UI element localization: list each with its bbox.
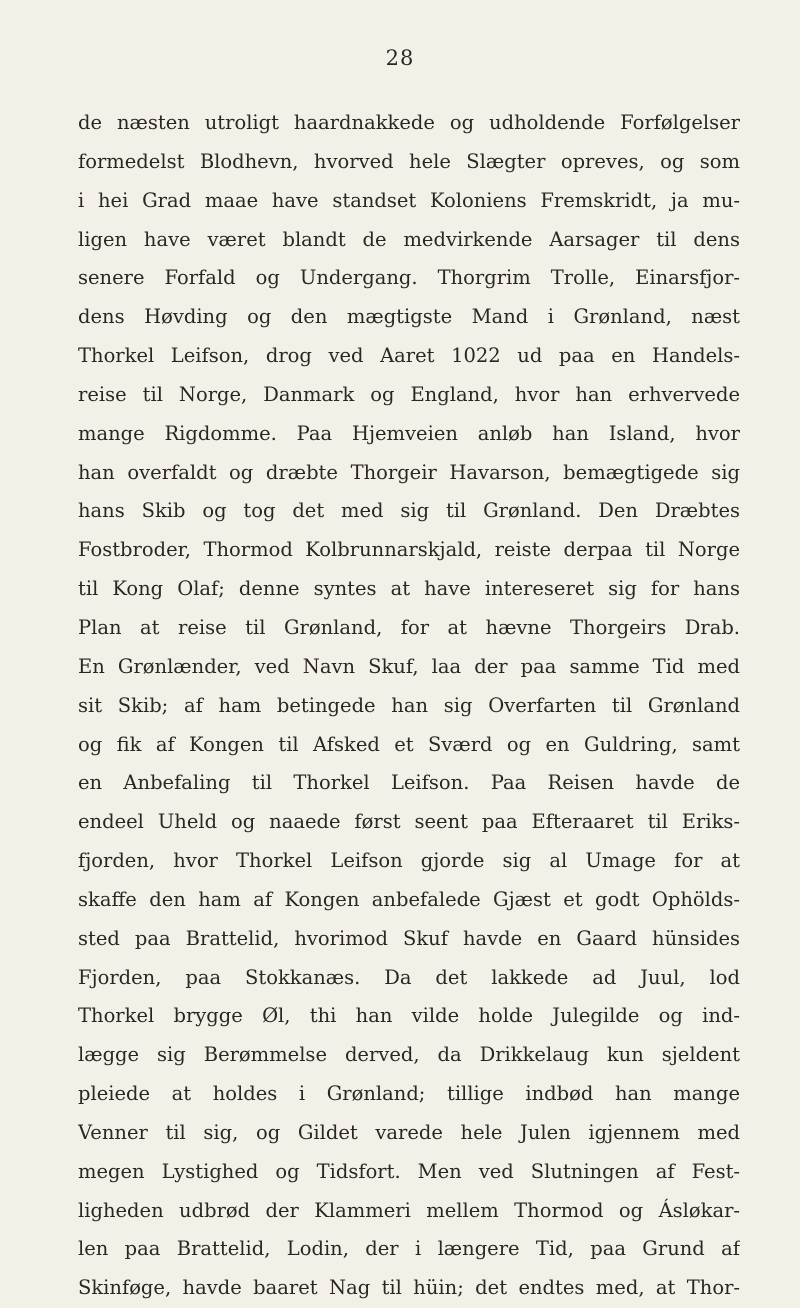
text-line: Skinføge, havde baaret Nag til hüin; det endtes med, at Thor- (78, 1276, 740, 1300)
text-line: pleiede at holdes i Grønland; tillige indbød han mange (78, 1082, 740, 1106)
page-number: 28 (385, 46, 415, 70)
text-line: ligheden udbrød der Klammeri mellem Thormod og Ásløkar- (78, 1198, 740, 1222)
text-line: de næsten utroligt haardnakkede og udholdende Forfølgelser (78, 111, 740, 134)
text-line: endeel Uheld og naaede først seent paa Efteraaret til Eriks- (78, 810, 740, 834)
text-line: skaffe den ham af Kongen anbefalede Gjæst et godt Ophölds- (78, 887, 740, 911)
text-line: Venner til sig, og Gildet varede hele Julen igjennem med (78, 1120, 740, 1144)
text-line: Fostbroder, Thormod Kolbrunnarskjald, reiste derpaa til Norge (78, 538, 740, 562)
text-line: Thorkel brygge Øl, thi han vilde holde Julegilde og ind- (78, 1004, 740, 1028)
text-line: sit Skib; af ham betingede han sig Overfarten til Grønland (78, 693, 740, 717)
text-line: til Kong Olaf; denne syntes at have intereseret sig for hans (78, 577, 740, 601)
body-text (78, 104, 740, 1308)
text-line: len paa Brattelid, Lodin, der i længere Tid, paa Grund af (78, 1237, 740, 1261)
text-line: sted paa Brattelid, hvorimod Skuf havde en Gaard hünsides (78, 926, 740, 950)
text-line: reise til Norge, Danmark og England, hvor han erhvervede (78, 382, 740, 406)
text-line: formedelst Blodhevn, hvorved hele Slægter opreves, og som (78, 149, 740, 173)
text-line: en Anbefaling til Thorkel Leifson. Paa Reisen havde de (78, 771, 740, 795)
text-line: senere Forfald og Undergang. Thorgrim Trolle, Einarsfjor- (78, 266, 740, 290)
text-line: megen Lystighed og Tidsfort. Men ved Slutningen af Fest- (78, 1159, 740, 1183)
text-line: fjorden, hvor Thorkel Leifson gjorde sig al Umage for at (78, 849, 740, 873)
text-line: hans Skib og tog det med sig til Grønland. Den Dræbtes (78, 499, 740, 523)
text-line: ligen have været blandt de medvirkende Aarsager til dens (78, 227, 740, 251)
text-line: Thorkel Leifson, drog ved Aaret 1022 ud paa en Handels- (78, 344, 740, 368)
text-line: Plan at reise til Grønland, for at hævne Thorgeirs Drab. (78, 615, 740, 639)
text-line: han overfaldt og dræbte Thorgeir Havarson, bemægtigede sig (78, 460, 740, 484)
text-line: En Grønlænder, ved Navn Skuf, laa der paa samme Tid med (78, 654, 740, 678)
text-line: Fjorden, paa Stokkanæs. Da det lakkede ad Juul, lod (78, 965, 740, 989)
text-line: lægge sig Berømmelse derved, da Drikkelaug kun sjeldent (78, 1043, 740, 1067)
text-line: dens Høvding og den mægtigste Mand i Grønland, næst (78, 305, 740, 329)
text-line: og fik af Kongen til Afsked et Sværd og en Guldring, samt (78, 732, 740, 756)
text-line: mange Rigdomme. Paa Hjemveien anløb han Island, hvor (78, 421, 740, 445)
text-line: i hei Grad maae have standset Koloniens Fremskridt, ja mu- (78, 188, 740, 212)
